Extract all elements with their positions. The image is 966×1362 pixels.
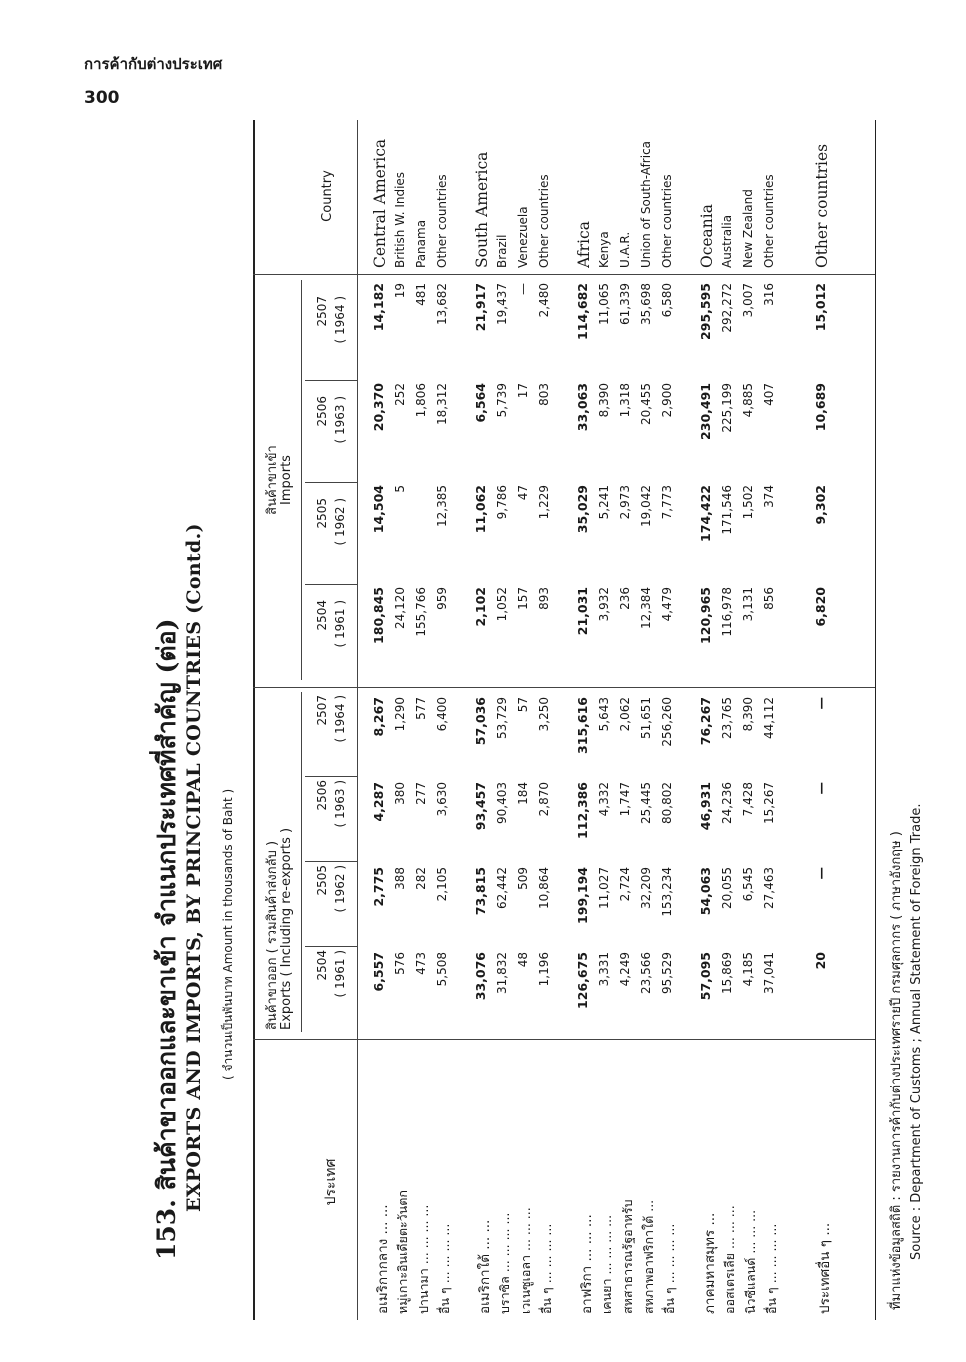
table-row (371, 120, 392, 1320)
row-country-thai: ประเทศอื่น ๆ ... (817, 1222, 833, 1314)
year-be-2505-exports: 2505 (315, 865, 329, 896)
import-value-cell: 292,272 (720, 283, 734, 333)
import-value-cell: 19,042 (639, 485, 653, 527)
export-value-cell: 2,105 (435, 867, 449, 902)
header-imports-english: Imports (279, 455, 294, 505)
export-value-cell: 2,775 (371, 867, 386, 907)
year-divider (305, 482, 357, 483)
export-value-cell: 3,250 (537, 697, 551, 732)
import-value-cell: 6,564 (473, 383, 488, 423)
export-value-cell: 3,331 (597, 952, 611, 987)
import-value-cell: 4,479 (660, 587, 674, 622)
import-value-cell: 3,007 (741, 283, 755, 318)
export-value-cell: 1,290 (393, 697, 407, 732)
export-value-cell: 11,027 (597, 867, 611, 909)
export-value-cell: 20 (813, 952, 828, 970)
table-row (698, 120, 719, 1320)
year-be-2507-exports: 2507 (315, 695, 329, 726)
import-value-cell: 19,437 (495, 283, 509, 325)
year-be-2506-imports: 2506 (315, 396, 329, 427)
row-country-english: Central America (371, 138, 389, 268)
import-value-cell: 61,339 (618, 283, 632, 325)
units-note: ( จำนวนเป็นพันบาท Amount in thousands of Baht ) (221, 788, 235, 1080)
import-value-cell: 35,029 (575, 485, 590, 534)
year-ad-1961-exports: ( 1961 ) (333, 950, 347, 998)
export-value-cell: 32,209 (639, 867, 653, 909)
header-country-english: Country (320, 170, 335, 222)
export-value-cell: 24,236 (720, 782, 734, 824)
export-value-cell: 7,428 (741, 782, 755, 817)
row-country-english: British W. Indies (393, 171, 407, 268)
import-value-cell: 14,182 (371, 283, 386, 332)
import-value-cell: 1,502 (741, 485, 755, 520)
import-value-cell: 9,786 (495, 485, 509, 520)
import-value-cell: 1,229 (537, 485, 551, 520)
row-country-thai: สหสาธารณรัฐอาหรับ (620, 1199, 635, 1314)
row-country-thai: อื่น ๆ ... ... ... ... (662, 1223, 677, 1314)
table-top-rule (253, 120, 255, 1320)
export-value-cell: 6,400 (435, 697, 449, 732)
import-value-cell: 13,682 (435, 283, 449, 325)
import-value-cell: 21,031 (575, 587, 590, 636)
export-value-cell: 95,529 (660, 952, 674, 994)
export-value-cell: 23,765 (720, 697, 734, 739)
import-value-cell: 407 (762, 383, 776, 406)
import-value-cell: 171,546 (720, 485, 734, 535)
row-country-english: Other countries (660, 174, 674, 268)
row-country-thai: สหภาพอาฟริกาใต้ ... (641, 1199, 656, 1314)
import-value-cell: 5,739 (495, 383, 509, 418)
export-value-cell: 577 (414, 697, 428, 720)
import-value-cell: 174,422 (698, 485, 713, 542)
row-country-english: Other countries (762, 174, 776, 268)
export-value-cell: 44,112 (762, 697, 776, 739)
import-value-cell: 14,504 (371, 485, 386, 534)
year-divider (305, 946, 357, 947)
export-value-cell: 5,643 (597, 697, 611, 732)
table-row (618, 120, 639, 1320)
row-country-english: Brazil (495, 234, 509, 268)
import-value-cell: 1,052 (495, 587, 509, 622)
row-country-thai: ปานามา ... ... ... ... (416, 1204, 431, 1314)
row-country-english: Oceania (698, 204, 716, 268)
export-value-cell: 3,630 (435, 782, 449, 817)
year-ad-1964-imports: ( 1964 ) (333, 296, 347, 344)
row-country-thai: เคนยา ... ... ... ... (599, 1214, 614, 1314)
import-value-cell: 180,845 (371, 587, 386, 644)
import-value-cell: 893 (537, 587, 551, 610)
row-country-thai: หมู่เกาะอินเดียตะวันตก (395, 1190, 410, 1314)
export-value-cell: 199,194 (575, 867, 590, 924)
export-value-cell: 51,651 (639, 697, 653, 739)
import-value-cell: 295,595 (698, 283, 713, 340)
import-value-cell: 2,480 (537, 283, 551, 318)
import-value-cell: 316 (762, 283, 776, 306)
export-value-cell: 1,747 (618, 782, 632, 817)
table-row (435, 120, 456, 1320)
export-value-cell: 57,036 (473, 697, 488, 746)
export-value-cell: 8,267 (371, 697, 386, 737)
import-value-cell: 6,580 (660, 283, 674, 318)
export-value-cell: 80,802 (660, 782, 674, 824)
header-exports-thai: สินค้าขาออก ( รวมสินค้าส่งกลับ ) (265, 840, 280, 1030)
row-country-english: Kenya (597, 231, 611, 268)
import-value-cell: 6,820 (813, 587, 828, 627)
export-value-cell: 4,185 (741, 952, 755, 987)
row-country-english: Africa (575, 221, 593, 268)
row-country-thai: บราซิล ... ... ... ... (497, 1212, 512, 1314)
export-value-cell: 31,832 (495, 952, 509, 994)
export-value-cell: 23,566 (639, 952, 653, 994)
export-value-cell: 4,332 (597, 782, 611, 817)
header-imports-underline (301, 280, 302, 680)
row-country-thai: อเมริกาใต้ ... ... (477, 1219, 493, 1314)
row-country-english: Australia (720, 214, 734, 268)
export-value-cell: 5,508 (435, 952, 449, 987)
row-country-english: Union of South-Africa (639, 140, 653, 268)
export-value-cell: 46,931 (698, 782, 713, 831)
year-ad-1964-exports: ( 1964 ) (333, 695, 347, 743)
export-value-cell: 380 (393, 782, 407, 805)
export-value-cell: 25,445 (639, 782, 653, 824)
table-row (660, 120, 681, 1320)
import-value-cell: 252 (393, 383, 407, 406)
row-country-thai: ออสเตรเลีย ... ... ... (722, 1205, 737, 1314)
import-value-cell: 116,978 (720, 587, 734, 637)
header-exports-underline (301, 692, 302, 1032)
import-value-cell: 33,063 (575, 383, 590, 432)
row-country-english: Other countries (813, 143, 831, 268)
import-value-cell: 481 (414, 283, 428, 306)
export-value-cell: 2,724 (618, 867, 632, 902)
import-value-cell: 20,455 (639, 383, 653, 425)
import-value-cell: 236 (618, 587, 632, 610)
import-value-cell: 1,806 (414, 383, 428, 418)
export-value-cell: 10,864 (537, 867, 551, 909)
import-value-cell: 7,773 (660, 485, 674, 520)
export-value-cell: 53,729 (495, 697, 509, 739)
export-value-cell: 576 (393, 952, 407, 975)
import-value-cell: 8,390 (597, 383, 611, 418)
row-country-thai: อื่น ๆ ... ... ... ... (437, 1223, 452, 1314)
import-value-cell: 225,199 (720, 383, 734, 433)
table-row (762, 120, 783, 1320)
import-value-cell: 11,062 (473, 485, 488, 534)
import-value-cell: 3,131 (741, 587, 755, 622)
year-ad-1963-imports: ( 1963 ) (333, 396, 347, 444)
export-value-cell: — (813, 867, 828, 880)
header-country-thai: ประเทศ (323, 1158, 339, 1206)
export-value-cell: 27,463 (762, 867, 776, 909)
import-value-cell: 803 (537, 383, 551, 406)
year-ad-1962-imports: ( 1962 ) (333, 498, 347, 546)
year-ad-1963-exports: ( 1963 ) (333, 780, 347, 828)
import-value-cell: 856 (762, 587, 776, 610)
export-value-cell: 8,390 (741, 697, 755, 732)
export-value-cell: 388 (393, 867, 407, 890)
export-value-cell: 48 (516, 952, 530, 968)
export-value-cell: 62,442 (495, 867, 509, 909)
year-divider (305, 584, 357, 585)
export-value-cell: 73,815 (473, 867, 488, 916)
import-value-cell: 157 (516, 587, 530, 610)
import-value-cell: 47 (516, 485, 530, 501)
import-value-cell: 10,689 (813, 383, 828, 432)
row-country-thai: เวเนซูเอลา ... ... ... (518, 1207, 533, 1314)
import-value-cell: 21,917 (473, 283, 488, 332)
export-value-cell: 6,545 (741, 867, 755, 902)
import-value-cell: 19 (393, 283, 407, 299)
table-row (537, 120, 558, 1320)
table-row (639, 120, 660, 1320)
row-country-english: U.A.R. (618, 231, 632, 268)
import-value-cell: 4,885 (741, 383, 755, 418)
export-value-cell: 20,055 (720, 867, 734, 909)
row-country-english: New Zealand (741, 189, 755, 268)
table-row (575, 120, 596, 1320)
export-value-cell: — (813, 697, 828, 710)
year-be-2506-exports: 2506 (315, 780, 329, 811)
year-divider (305, 776, 357, 777)
export-value-cell: 315,616 (575, 697, 590, 754)
table-title-thai: 153. สินค้าขาออกและขาเข้า จำแนกประเทศที่สำคัญ (ต่อ) (152, 618, 181, 1260)
export-value-cell: 473 (414, 952, 428, 975)
import-value-cell: 17 (516, 383, 530, 399)
import-value-cell: — (516, 283, 530, 295)
row-country-thai: ภาคมหาสมุทร ... (702, 1212, 718, 1314)
row-country-thai: อื่น ๆ ... ... ... ... (764, 1223, 779, 1314)
import-value-cell: 959 (435, 587, 449, 610)
table-row (597, 120, 618, 1320)
import-value-cell: 2,900 (660, 383, 674, 418)
header-exports-english: Exports ( Including re-exports ) (279, 827, 294, 1030)
row-country-thai: อาฟริกา ... ... ... (579, 1214, 595, 1314)
export-value-cell: 93,457 (473, 782, 488, 831)
import-value-cell: 24,120 (393, 587, 407, 629)
import-value-cell: 230,491 (698, 383, 713, 440)
export-value-cell: 15,869 (720, 952, 734, 994)
import-value-cell: 9,302 (813, 485, 828, 525)
export-value-cell: 2,062 (618, 697, 632, 732)
export-value-cell: 126,675 (575, 952, 590, 1009)
row-country-thai: อื่น ๆ ... ... ... ... (539, 1223, 554, 1314)
table-row (516, 120, 537, 1320)
export-value-cell: 76,267 (698, 697, 713, 746)
import-value-cell: 5 (393, 485, 407, 493)
table-row (720, 120, 741, 1320)
export-value-cell: 1,196 (537, 952, 551, 987)
export-value-cell: 112,386 (575, 782, 590, 839)
import-value-cell: 114,682 (575, 283, 590, 340)
export-value-cell: 57,095 (698, 952, 713, 1001)
year-divider (305, 380, 357, 381)
import-value-cell: 18,312 (435, 383, 449, 425)
import-value-cell: 12,385 (435, 485, 449, 527)
row-country-thai: นิวซีแลนด์ ... ... ... (743, 1209, 758, 1314)
export-value-cell: 509 (516, 867, 530, 890)
import-value-cell: 2,102 (473, 587, 488, 627)
export-value-cell: 90,403 (495, 782, 509, 824)
import-value-cell: 20,370 (371, 383, 386, 432)
row-country-english: Other countries (537, 174, 551, 268)
export-value-cell: 2,870 (537, 782, 551, 817)
table-title-english: EXPORTS AND IMPORTS, BY PRINCIPAL COUNTRIES (Contd.) (183, 523, 205, 1212)
export-value-cell: 57 (516, 697, 530, 713)
year-be-2504-exports: 2504 (315, 950, 329, 981)
year-be-2505-imports: 2505 (315, 498, 329, 529)
export-value-cell: 184 (516, 782, 530, 805)
import-value-cell: 3,932 (597, 587, 611, 622)
export-value-cell: 6,557 (371, 952, 386, 992)
year-ad-1961-imports: ( 1961 ) (333, 600, 347, 648)
import-value-cell: 15,012 (813, 283, 828, 332)
table-row (813, 120, 834, 1320)
table-row (393, 120, 414, 1320)
header-bottom-rule (357, 120, 358, 1320)
running-head: การค้ากับต่างประเทศ (84, 55, 223, 73)
export-value-cell: 282 (414, 867, 428, 890)
export-value-cell: 4,249 (618, 952, 632, 987)
year-divider (305, 861, 357, 862)
table-row (741, 120, 762, 1320)
export-value-cell: 33,076 (473, 952, 488, 1001)
table-row (414, 120, 435, 1320)
source-note-english: Source : Department of Customs ; Annual Statement of Foreign Trade. (909, 803, 924, 1260)
import-value-cell: 35,698 (639, 283, 653, 325)
rotated-table-sheet (145, 120, 945, 1320)
table-row (473, 120, 494, 1320)
year-ad-1962-exports: ( 1962 ) (333, 865, 347, 913)
source-note-thai: ที่มาแห่งข้อมูลสถิติ : รายงานการค้ากับต่างประเทศรายปี กรมศุลกากร ( ภาษาอังกฤษ ) (889, 831, 904, 1310)
export-value-cell: 37,041 (762, 952, 776, 994)
export-value-cell: 277 (414, 782, 428, 805)
import-value-cell: 374 (762, 485, 776, 508)
export-value-cell: — (813, 782, 828, 795)
row-country-english: Panama (414, 219, 428, 268)
import-value-cell: 2,973 (618, 485, 632, 520)
export-value-cell: 54,063 (698, 867, 713, 916)
import-value-cell: 12,384 (639, 587, 653, 629)
year-be-2507-imports: 2507 (315, 296, 329, 327)
year-be-2504-imports: 2504 (315, 600, 329, 631)
row-country-english: Other countries (435, 174, 449, 268)
row-country-thai: อเมริกากลาง ... ... (375, 1204, 391, 1314)
table-bottom-rule (875, 120, 876, 1320)
header-imports-thai: สินค้าขาเข้า (265, 445, 280, 515)
import-value-cell: 155,766 (414, 587, 428, 637)
table-row (495, 120, 516, 1320)
export-value-cell: 153,234 (660, 867, 674, 917)
export-value-cell: 256,260 (660, 697, 674, 747)
export-value-cell: 15,267 (762, 782, 776, 824)
page-number: 300 (84, 88, 120, 108)
table-titles (145, 120, 249, 1320)
export-value-cell: 4,287 (371, 782, 386, 822)
import-value-cell: 5,241 (597, 485, 611, 520)
row-country-english: South America (473, 151, 491, 268)
import-value-cell: 120,965 (698, 587, 713, 644)
row-country-english: Venezuela (516, 206, 530, 268)
import-value-cell: 11,065 (597, 283, 611, 325)
import-value-cell: 1,318 (618, 383, 632, 418)
